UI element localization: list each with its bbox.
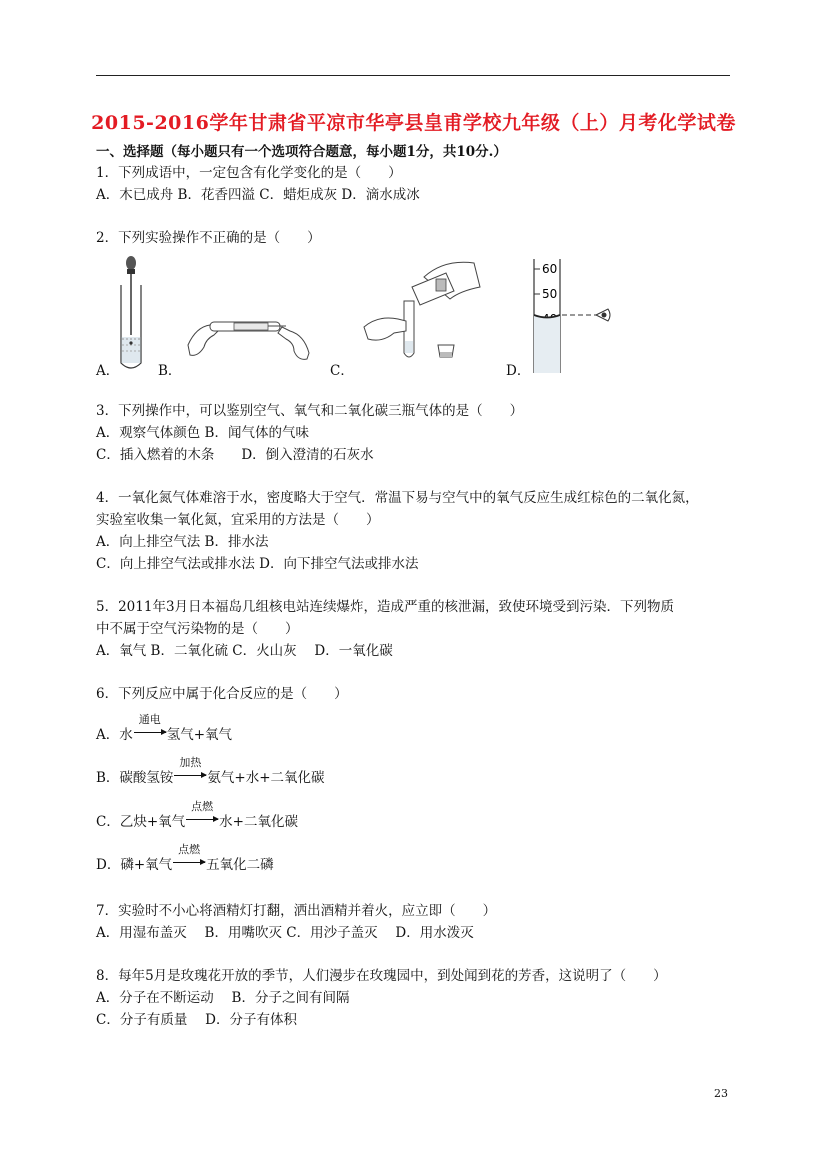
section-heading: 一、选择题（每小题只有一个选项符合题意，每小题1分，共10分.）	[96, 144, 507, 160]
header-rule	[96, 75, 730, 76]
q3-options-line1: A．观察气体颜色 B．闻气体的气味	[96, 425, 309, 441]
tick-label-50: 50	[542, 287, 558, 301]
q1-options: A．木已成舟 B．花香四溢 C．蜡炬成灰 D．滴水成冰	[96, 187, 420, 203]
reaction-arrow	[133, 713, 167, 739]
q2-label-d: D．	[506, 363, 531, 379]
q8-options-line1: A．分子在不断运动 B．分子之间有间隔	[96, 990, 350, 1006]
q2-label-b: B．	[158, 363, 182, 379]
reaction-condition: 通电	[138, 713, 161, 726]
reaction-condition: 点燃	[178, 843, 201, 856]
hands-holding-tube-figure	[186, 305, 311, 365]
q2-label-c: C．	[330, 363, 354, 379]
q7-stem: 7．实验时不小心将酒精灯打翻，洒出酒精并着火，应立即（ ）	[96, 903, 497, 919]
q6-option-c	[96, 800, 298, 831]
q6-option-a	[96, 713, 233, 744]
reactant-text: A．水	[96, 727, 133, 743]
q2-label-a: A．	[96, 363, 120, 379]
q3-options-line2: C．插入燃着的木条 D．倒入澄清的石灰水	[96, 447, 374, 463]
product-text: 五氧化二磷	[206, 857, 274, 873]
product-text: 氢气+氧气	[166, 727, 233, 743]
q4-stem-line2: 实验室收集一氧化氮，宜采用的方法是（ ）	[96, 512, 380, 528]
exam-title: 2015-2016学年甘肃省平凉市华亭县皇甫学校九年级（上）月考化学试卷	[91, 112, 736, 134]
reaction-condition: 加热	[179, 756, 202, 769]
tick-label-60: 60	[542, 262, 558, 276]
q5-stem-line2: 中不属于空气污染物的是（ ）	[96, 621, 299, 637]
q4-options-line2: C．向上排空气法或排水法 D．向下排空气法或排水法	[96, 556, 419, 572]
q7-options: A．用湿布盖灭 B．用嘴吹灭 C．用沙子盖灭 D．用水泼灭	[96, 925, 474, 941]
q6-option-b	[96, 756, 325, 787]
q8-options-line2: C．分子有质量 D．分子有体积	[96, 1012, 297, 1028]
q6-option-d	[96, 843, 274, 874]
reaction-arrow	[173, 756, 207, 782]
q5-stem-line1: 5．2011年3月日本福岛几组核电站连续爆炸，造成严重的核泄漏，致使环境受到污染．下列物质	[96, 599, 675, 615]
pouring-liquid-figure	[354, 257, 484, 372]
reaction-arrow	[185, 800, 219, 826]
q2-stem: 2．下列实验操作不正确的是（ ）	[96, 230, 321, 246]
q3-stem: 3．下列操作中，可以鉴别空气、氧气和二氧化碳三瓶气体的是（ ）	[96, 403, 524, 419]
q5-options: A．氧气 B．二氧化硫 C．火山灰 D．一氧化碳	[96, 643, 393, 659]
q1-stem: 1．下列成语中，一定包含有化学变化的是（ ）	[96, 165, 402, 181]
dropper-in-tube-figure	[116, 255, 146, 373]
reactant-text: B．碳酸氢铵	[96, 770, 174, 786]
reaction-condition: 点燃	[191, 800, 214, 813]
q4-stem-line1: 4．一氧化氮气体难溶于水，密度略大于空气．常温下易与空气中的氧气反应生成红棕色的二氧化氮，	[96, 490, 699, 506]
graduated-cylinder-figure	[526, 257, 616, 375]
product-text: 水+二氧化碳	[219, 814, 298, 830]
q2-figures	[96, 255, 730, 380]
reactant-text: C．乙炔+氧气	[96, 814, 186, 830]
q8-stem: 8．每年5月是玫瑰花开放的季节，人们漫步在玫瑰园中，到处闻到花的芳香，这说明了（ ）	[96, 968, 667, 984]
reaction-arrow	[172, 843, 206, 869]
page-number: 23	[714, 1087, 728, 1100]
product-text: 氨气+水+二氧化碳	[207, 770, 325, 786]
reactant-text: D．磷+氧气	[96, 857, 173, 873]
q6-stem: 6．下列反应中属于化合反应的是（ ）	[96, 686, 348, 702]
q4-options-line1: A．向上排空气法 B．排水法	[96, 534, 269, 550]
